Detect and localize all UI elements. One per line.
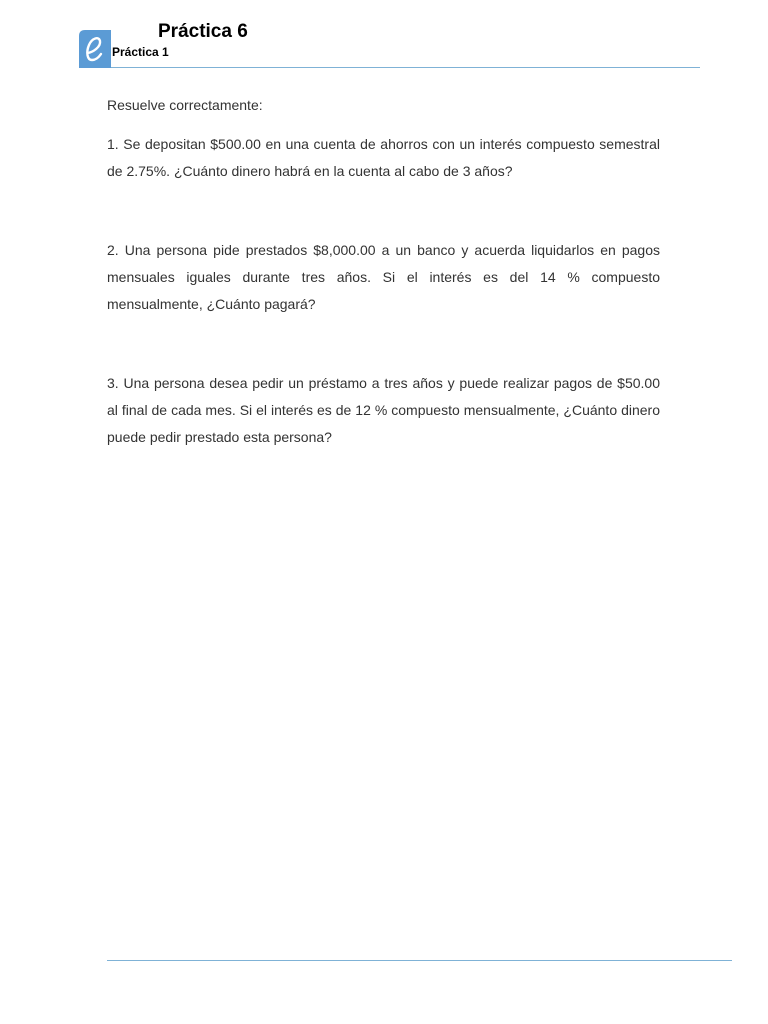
question-3: 3. Una persona desea pedir un préstamo a tres años y puede realizar pagos de $50.00 al final de cada mes. Si el interés es de 12 % compuesto mensualmente, ¿Cuánto dinero puede pedir prestado esta persona? — [107, 375, 660, 445]
instructions-text: Resuelve correctamente: — [107, 97, 263, 113]
page-header — [0, 0, 768, 70]
header-divider — [111, 67, 700, 68]
question-1: 1. Se depositan $500.00 en una cuenta de ahorros con un interés compuesto semestral de 2.75%. ¿Cuánto dinero habrá en la cuenta al cabo de 3 años? — [107, 136, 660, 179]
question-2: 2. Una persona pide prestados $8,000.00 a un banco y acuerda liquidarlos en pagos mensuales iguales durante tres años. Si el interés es del 14 % compuesto mensualmente, ¿Cuánto pagará? — [107, 242, 660, 312]
footer-divider — [107, 960, 732, 961]
document-subtitle: Práctica 1 — [112, 45, 169, 59]
script-e-logo-icon — [79, 30, 111, 68]
document-body — [107, 92, 660, 451]
document-title: Práctica 6 — [158, 21, 248, 42]
